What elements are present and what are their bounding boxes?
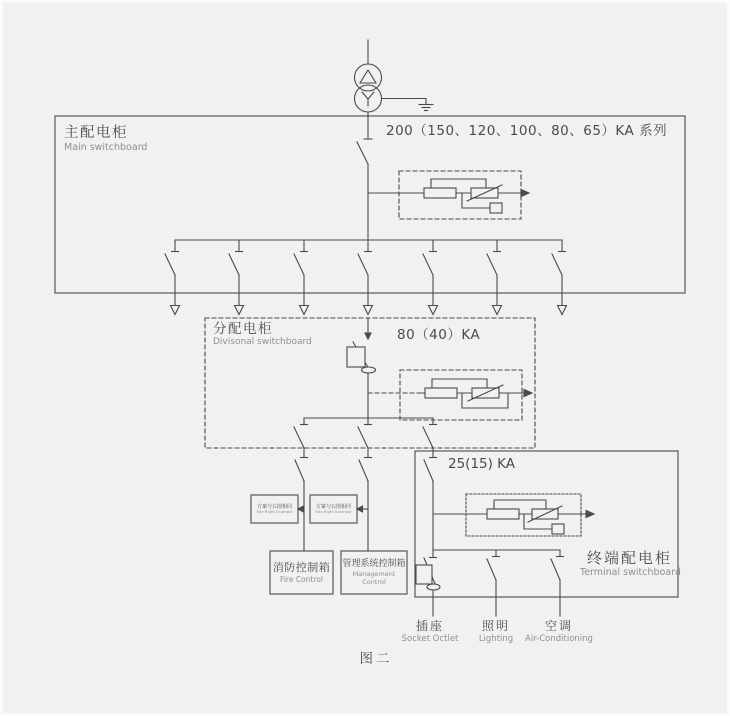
main-switchboard-outline: [55, 116, 685, 293]
terminal-switchboard-title-zh: 终端配电柜: [587, 549, 673, 567]
breaker-symbol: [423, 418, 437, 550]
breaker-symbol: [294, 240, 309, 315]
down-arrow: [235, 306, 244, 315]
load-label-socket-zh: 插座: [415, 619, 445, 633]
down-arrow: [364, 306, 373, 315]
divisional-switchboard-title-zh: 分配电柜: [213, 321, 273, 337]
main-branch-breakers: [165, 240, 567, 315]
down-arrow: [171, 306, 180, 315]
terminal-branch-breakers: [416, 550, 564, 616]
load-label-aircon-en: Air-Conditioning: [525, 634, 593, 644]
down-arrow: [429, 306, 438, 315]
breaker-symbol: [358, 240, 373, 315]
note-box-text-en: See Right Example: [315, 508, 352, 514]
note-box-text-zh: 方案与右图相同: [256, 503, 292, 510]
breaker-symbol: [358, 418, 372, 551]
note-box: [251, 495, 298, 523]
fire-control-label-zh: 消防控制箱: [272, 560, 331, 574]
fire-control-label-en: Fire Control: [280, 574, 323, 584]
management-control-label-en: Management Control: [352, 570, 396, 587]
figure-caption: 图二: [359, 651, 393, 667]
breaker-symbol: [551, 550, 564, 616]
main-switchboard-title-zh: 主配电柜: [64, 125, 128, 141]
ground-icon: [382, 99, 434, 111]
terminal-switchboard-title-en: Terminal switchboard: [580, 567, 681, 578]
management-control-label-zh: 管理系统控制箱: [342, 558, 406, 569]
mccb-breaker-symbol: [416, 550, 440, 616]
note-box: [310, 495, 357, 523]
load-label-lighting-zh: 照明: [481, 619, 511, 633]
management-control-box: [341, 551, 407, 594]
main-incoming-breaker-symbol: [357, 139, 372, 240]
left-arrow: [357, 506, 363, 512]
breaker-symbol: [229, 240, 244, 315]
left-arrow: [298, 506, 304, 512]
divisional-switchboard-rating: 80（40）KA: [397, 327, 481, 343]
main-switchboard-rating: 200（150、120、100、80、65）KA 系列: [386, 123, 668, 139]
note-box-text-zh: 方案与右图相同: [315, 503, 351, 510]
breaker-symbol: [294, 418, 308, 551]
surge-protector-module-terminal: [433, 494, 594, 536]
main-switchboard-title-en: Main switchboard: [64, 142, 148, 153]
down-arrow: [493, 306, 502, 315]
note-box-text-en: See Right Example: [256, 508, 293, 514]
breaker-symbol: [423, 240, 438, 315]
terminal-switchboard-rating: 25(15) KA: [448, 456, 516, 472]
breaker-symbol: [165, 240, 180, 315]
breaker-symbol: [487, 240, 502, 315]
surge-protector-module-divisional: [368, 370, 532, 420]
load-label-aircon-zh: 空调: [544, 619, 574, 633]
load-label-socket-en: Socket Octlet: [401, 634, 459, 644]
divisional-incoming-breaker-symbol: [347, 318, 376, 418]
divisional-switchboard-title-en: Divisonal switchboard: [213, 337, 312, 347]
load-label-lighting-en: Lighting: [478, 634, 514, 644]
fire-control-box: [270, 551, 333, 594]
transformer-icon: [355, 64, 382, 112]
breaker-symbol: [487, 550, 500, 616]
down-arrow: [300, 306, 309, 315]
down-arrow: [558, 306, 567, 315]
breaker-symbol: [552, 240, 567, 315]
surge-protector-module-main: [368, 171, 529, 219]
